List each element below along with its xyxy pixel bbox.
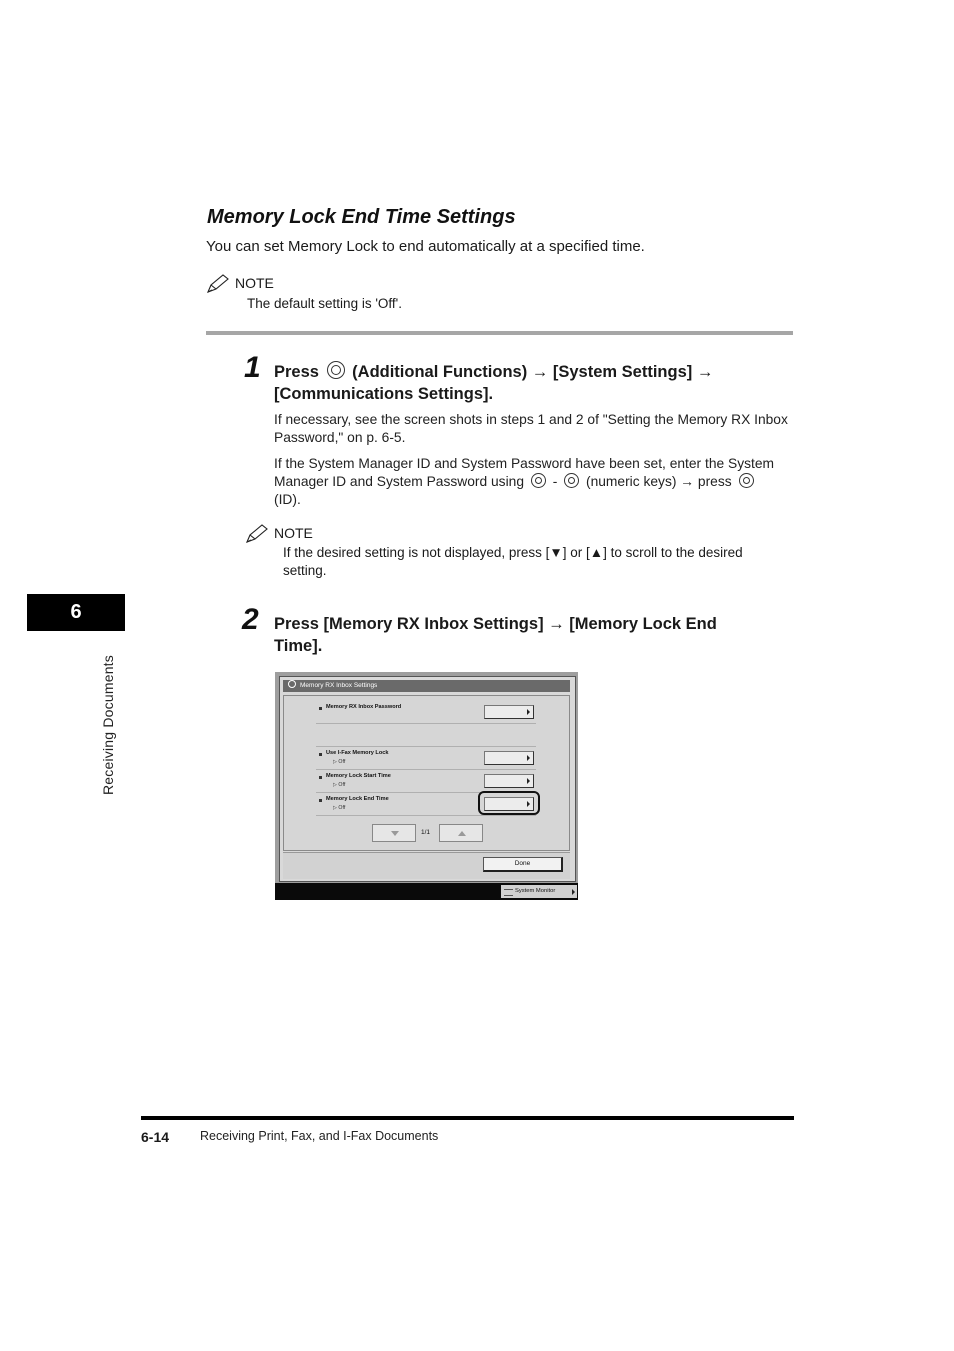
chapter-side-label: Receiving Documents	[100, 655, 116, 795]
row-value: ▷ Off	[333, 782, 346, 788]
row-label: Memory Lock Start Time	[326, 773, 391, 779]
page-indicator: 1/1	[421, 829, 431, 836]
memory-rx-inbox-password-button[interactable]	[484, 705, 534, 719]
memory-lock-start-time-button[interactable]	[484, 774, 534, 788]
step-heading-line1: Press [Memory RX Inbox Settings] → [Memory Lock End	[274, 615, 717, 633]
additional-functions-key-icon	[327, 361, 345, 379]
bullet-icon	[319, 776, 322, 779]
arrow-right-icon	[527, 709, 530, 715]
id-key-icon	[739, 473, 754, 488]
settings-panel	[283, 695, 570, 851]
row-value: ▷ Off	[333, 805, 346, 811]
arrow-right-icon	[572, 889, 575, 895]
row-divider	[316, 723, 536, 724]
arrow-right-icon	[527, 755, 530, 761]
scroll-up-button[interactable]	[439, 824, 483, 842]
step-paragraph	[274, 455, 796, 509]
triangle-down-icon	[391, 831, 399, 836]
device-screen	[275, 672, 578, 900]
step-paragraph: If necessary, see the screen shots in steps 1 and 2 of "Setting the Memory RX Inbox Password," on p. 6-5.	[274, 412, 788, 445]
step-paragraph-text: (numeric keys) → press	[585, 474, 732, 489]
step-heading-rest: (Additional Functions) → [System Settings] →	[352, 363, 714, 381]
triangle-up-icon	[458, 831, 466, 836]
step-heading	[274, 361, 794, 405]
step-number: 2	[242, 603, 259, 636]
dash-text: -	[552, 474, 558, 489]
bullet-icon	[319, 753, 322, 756]
memory-lock-end-time-button[interactable]	[484, 797, 534, 811]
step-heading	[274, 613, 794, 657]
numeric-key-icon	[564, 473, 579, 488]
row-divider	[316, 746, 536, 747]
footer-title: Receiving Print, Fax, and I-Fax Documents	[200, 1129, 439, 1143]
step-paragraph-text: (ID).	[274, 492, 301, 507]
note-label: NOTE	[274, 525, 313, 541]
bullet-icon	[319, 707, 322, 710]
pencil-icon	[206, 274, 230, 294]
section-intro: You can set Memory Lock to end automatically at a specified time.	[206, 238, 645, 255]
scroll-down-button[interactable]	[372, 824, 416, 842]
system-monitor-button[interactable]	[501, 885, 577, 898]
screen-title: Memory RX Inbox Settings	[300, 682, 378, 689]
numeric-key-icon	[531, 473, 546, 488]
arrow-right-icon	[527, 801, 530, 807]
row-label: Memory RX Inbox Password	[326, 704, 402, 710]
section-title: Memory Lock End Time Settings	[207, 206, 516, 228]
settings-icon	[288, 680, 296, 688]
done-label: Done	[514, 860, 531, 867]
screen-titlebar	[283, 680, 570, 692]
arrow-right-icon	[527, 778, 530, 784]
section-divider	[206, 331, 793, 335]
monitor-icon	[504, 889, 513, 896]
done-button[interactable]	[483, 857, 563, 872]
system-monitor-label: System Monitor	[515, 888, 556, 894]
row-value: ▷ Off	[333, 759, 346, 765]
chapter-tab: 6	[27, 594, 125, 631]
note-text: If the desired setting is not displayed, press [▼] or [▲] to scroll to the desired setting.	[283, 545, 743, 578]
step-paragraph-text: If the System Manager ID and System Password have been set, enter the System Manager ID and System Password using	[274, 456, 774, 489]
note-text: The default setting is 'Off'.	[247, 296, 402, 311]
row-divider	[316, 815, 536, 816]
step-heading-line2: Time].	[274, 637, 323, 655]
step-heading-line2: [Communications Settings].	[274, 385, 494, 403]
bullet-icon	[319, 799, 322, 802]
step-heading-press: Press	[274, 363, 319, 381]
row-label: Use I-Fax Memory Lock	[326, 750, 389, 756]
screen-window	[279, 676, 576, 882]
footer-rule	[141, 1116, 794, 1120]
use-ifax-memory-lock-button[interactable]	[484, 751, 534, 765]
step-number: 1	[244, 351, 261, 384]
note-label: NOTE	[235, 275, 274, 291]
row-divider	[316, 769, 536, 770]
pencil-icon	[245, 524, 269, 544]
footer-page-number: 6-14	[141, 1129, 170, 1145]
row-label: Memory Lock End Time	[326, 796, 389, 802]
